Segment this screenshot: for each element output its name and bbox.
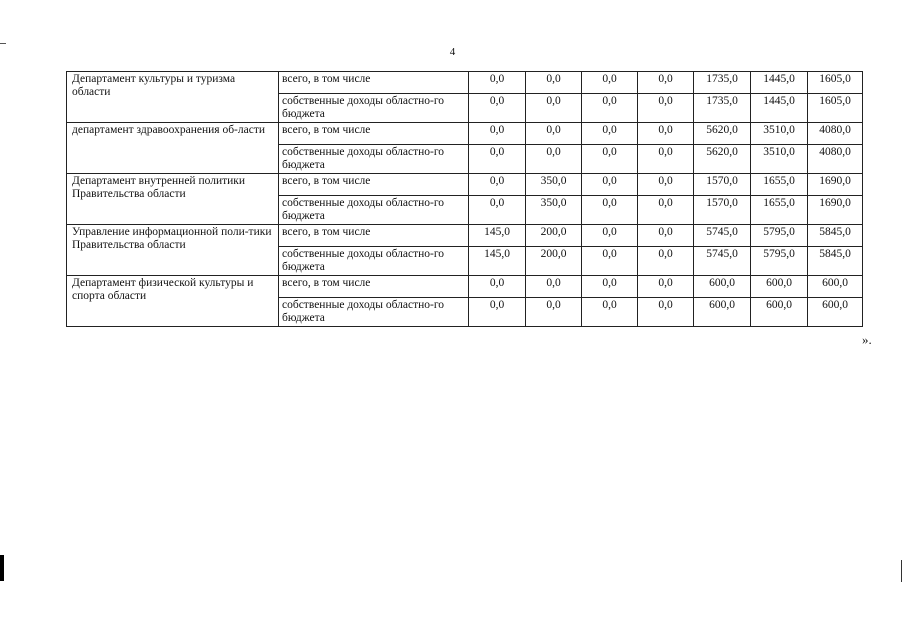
- table-row: [67, 276, 863, 298]
- scan-edge-mark: [0, 555, 4, 581]
- value-cell: 0,0: [638, 276, 694, 298]
- row-label-own-income: собственные доходы областно-го бюджета: [279, 94, 469, 123]
- value-cell: 4080,0: [808, 145, 863, 174]
- value-cell: 1445,0: [751, 72, 808, 94]
- value-cell: 600,0: [808, 298, 863, 327]
- value-cell: 5795,0: [751, 225, 808, 247]
- scan-edge-mark: [901, 560, 902, 582]
- value-cell: 0,0: [582, 276, 638, 298]
- row-label-own-income: собственные доходы областно-го бюджета: [279, 298, 469, 327]
- row-label-own-income: собственные доходы областно-го бюджета: [279, 247, 469, 276]
- value-cell: 0,0: [638, 225, 694, 247]
- table-row: [67, 174, 863, 196]
- value-cell: 5745,0: [694, 247, 751, 276]
- value-cell: 0,0: [638, 123, 694, 145]
- value-cell: 1655,0: [751, 196, 808, 225]
- value-cell: 600,0: [808, 276, 863, 298]
- value-cell: 5745,0: [694, 225, 751, 247]
- value-cell: 145,0: [469, 247, 526, 276]
- value-cell: 0,0: [526, 94, 582, 123]
- row-label-own-income: собственные доходы областно-го бюджета: [279, 145, 469, 174]
- value-cell: 200,0: [526, 247, 582, 276]
- value-cell: 1690,0: [808, 196, 863, 225]
- value-cell: 0,0: [582, 123, 638, 145]
- value-cell: 4080,0: [808, 123, 863, 145]
- value-cell: 0,0: [526, 145, 582, 174]
- value-cell: 0,0: [638, 145, 694, 174]
- value-cell: 0,0: [526, 276, 582, 298]
- value-cell: 600,0: [694, 276, 751, 298]
- row-label-total: всего, в том числе: [279, 174, 469, 196]
- value-cell: 1445,0: [751, 94, 808, 123]
- table-row: [67, 123, 863, 145]
- value-cell: 1570,0: [694, 196, 751, 225]
- row-label-total: всего, в том числе: [279, 276, 469, 298]
- value-cell: 350,0: [526, 174, 582, 196]
- value-cell: 1690,0: [808, 174, 863, 196]
- value-cell: 600,0: [694, 298, 751, 327]
- value-cell: 0,0: [469, 196, 526, 225]
- value-cell: 0,0: [526, 298, 582, 327]
- value-cell: 0,0: [469, 174, 526, 196]
- department-name-cell: департамент здравоохранения об-ласти: [67, 123, 279, 174]
- value-cell: 0,0: [638, 72, 694, 94]
- value-cell: 0,0: [638, 174, 694, 196]
- value-cell: 0,0: [469, 94, 526, 123]
- value-cell: 0,0: [582, 196, 638, 225]
- budget-table: [66, 71, 863, 327]
- value-cell: 0,0: [582, 225, 638, 247]
- value-cell: 0,0: [582, 247, 638, 276]
- row-label-total: всего, в том числе: [279, 123, 469, 145]
- row-label-total: всего, в том числе: [279, 225, 469, 247]
- value-cell: 0,0: [582, 94, 638, 123]
- value-cell: 200,0: [526, 225, 582, 247]
- table-row: [67, 225, 863, 247]
- value-cell: 600,0: [751, 298, 808, 327]
- value-cell: 5845,0: [808, 225, 863, 247]
- value-cell: 1605,0: [808, 94, 863, 123]
- value-cell: 5620,0: [694, 145, 751, 174]
- value-cell: 0,0: [469, 298, 526, 327]
- value-cell: 1735,0: [694, 94, 751, 123]
- value-cell: 0,0: [526, 123, 582, 145]
- table-body: [67, 72, 863, 327]
- value-cell: 0,0: [638, 298, 694, 327]
- department-name-cell: Департамент физической культуры и спорта области: [67, 276, 279, 327]
- value-cell: 0,0: [526, 72, 582, 94]
- value-cell: 0,0: [638, 94, 694, 123]
- value-cell: 0,0: [638, 247, 694, 276]
- value-cell: 600,0: [751, 276, 808, 298]
- value-cell: 1570,0: [694, 174, 751, 196]
- value-cell: 0,0: [582, 145, 638, 174]
- value-cell: 1605,0: [808, 72, 863, 94]
- value-cell: 0,0: [582, 174, 638, 196]
- value-cell: 0,0: [469, 276, 526, 298]
- value-cell: 3510,0: [751, 145, 808, 174]
- value-cell: 350,0: [526, 196, 582, 225]
- page-number: 4: [449, 46, 456, 58]
- department-name-cell: Департамент внутренней политики Правительства области: [67, 174, 279, 225]
- value-cell: 0,0: [582, 298, 638, 327]
- row-label-total: всего, в том числе: [279, 72, 469, 94]
- value-cell: 5845,0: [808, 247, 863, 276]
- value-cell: 0,0: [582, 72, 638, 94]
- row-label-own-income: собственные доходы областно-го бюджета: [279, 196, 469, 225]
- value-cell: 1735,0: [694, 72, 751, 94]
- value-cell: 0,0: [469, 145, 526, 174]
- value-cell: 1655,0: [751, 174, 808, 196]
- value-cell: 3510,0: [751, 123, 808, 145]
- department-name-cell: Департамент культуры и туризма области: [67, 72, 279, 123]
- closing-quote-mark: ».: [862, 332, 872, 347]
- value-cell: 0,0: [638, 196, 694, 225]
- value-cell: 5620,0: [694, 123, 751, 145]
- value-cell: 145,0: [469, 225, 526, 247]
- table-row: [67, 72, 863, 94]
- value-cell: 5795,0: [751, 247, 808, 276]
- value-cell: 0,0: [469, 123, 526, 145]
- value-cell: 0,0: [469, 72, 526, 94]
- scan-edge-mark: [0, 43, 6, 44]
- department-name-cell: Управление информационной поли-тики Правительства области: [67, 225, 279, 276]
